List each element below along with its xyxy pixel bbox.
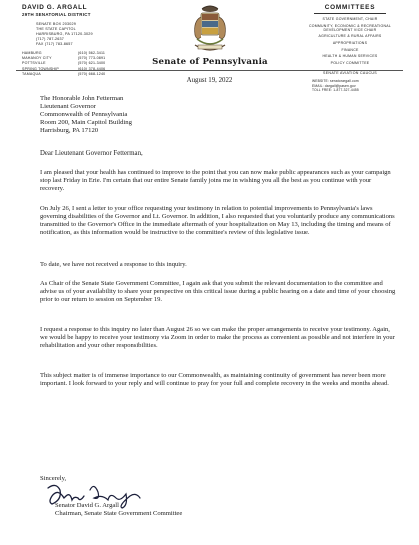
senator-name: DAVID G. ARGALL: [22, 4, 88, 11]
address-line: (717) 787-2637: [36, 37, 65, 41]
office-phone: (570) 621-3400: [78, 61, 106, 66]
office-city: POTTSVILLE: [22, 61, 46, 66]
office-phone: (610) 378-4406: [78, 66, 106, 71]
letterhead-divider: [16, 70, 403, 71]
address-line: FAX (717) 783-8657: [36, 42, 73, 46]
signer-name: Senator David G. Argall: [55, 502, 119, 509]
committee-item: AGRICULTURE & RURAL AFFAIRS: [318, 34, 382, 39]
office-phone: (610) 562-3411: [78, 51, 106, 55]
recipient-line: The Honorable John Fetterman: [40, 95, 124, 102]
closing: Sincerely,: [40, 475, 67, 482]
committees-rule: [314, 13, 386, 14]
pennsylvania-seal-icon: [189, 3, 231, 55]
committee-item: POLICY COMMITTEE: [330, 60, 370, 65]
recipient-line: Commonwealth of Pennsylvania: [40, 111, 128, 119]
address-line: THE STATE CAPITOL: [36, 27, 76, 31]
signer-title: Chairman, Senate State Government Committee: [55, 510, 183, 518]
letter-date: August 19, 2022: [186, 77, 233, 84]
senatorial-district: 29TH SENATORIAL DISTRICT: [22, 12, 91, 17]
district-offices: [22, 51, 134, 77]
recipient-address: [40, 95, 132, 135]
body-paragraph: I request a response to this inquiry no later than August 26 so we can make the proper arrangements to receive your testimony. Again, we would be happy to receive your testimony via Zoom in order to make the process as convenient as possible and not interfere in your rehabilitation and your other responsibilities.: [40, 326, 395, 350]
toll-free-phone: TOLL FREE: 1-877-327-4455: [312, 88, 359, 93]
recipient-line: Lieutenant Governor: [40, 103, 96, 111]
address-line: HARRISBURG, PA 17120-3029: [36, 32, 93, 36]
aviation-caucus: SENATE AVIATION CAUCUS: [323, 71, 377, 76]
office-phone: (570) 773-0891: [78, 56, 106, 61]
body-paragraph: As Chair of the Senate State Government Committee, I again ask that you submit the relevant documentation to the committee and advise us of your availability to share your perspective on this critical issue during a public hearing on a date and time of your choosing prior to our return to session on September 19.: [40, 280, 396, 304]
body-paragraph: This subject matter is of immense importance to our Commonwealth, as maintaining continuity of government has never been more important. I look forward to your reply and will continue to pray for your full and complete recovery in the weeks and months ahead.: [40, 372, 389, 388]
committee-item: STATE GOVERNMENT, CHAIR: [322, 17, 378, 21]
committee-item: FINANCE: [341, 47, 359, 52]
office-phone: (570) 668-1240: [78, 71, 106, 76]
body-paragraph: I am pleased that your health has continued to improve to the point that you can now make public appearances such as your campaign stop last Friday in Erie. I'm certain that our entire Senate family joins me in wishing you all the best as you continue with your recovery.: [40, 169, 391, 193]
body-paragraph: On July 26, I sent a letter to your office requesting your testimony in relation to potential improvements to Pennsylvania's laws governing disabilities of the Governor and Lt. Governor. In addition, I also requested that you voluntarily produce any communications transmitted to the Governor's Office in the immediate aftermath of your hospitalization on May 13, including the timing and means of notification, as this information would be instructive to the committee's review of this legislative issue.: [40, 205, 395, 237]
letterhead-left: [22, 4, 134, 77]
website-link[interactable]: WEBSITE: senatorargall.com: [312, 79, 359, 84]
committee-item: APPROPRIATIONS: [332, 41, 368, 46]
committee-item: HEALTH & HUMAN SERVICES: [322, 54, 378, 59]
recipient-line: Room 200, Main Capitol Building: [40, 119, 132, 127]
office-city: SPRING TOWNSHIP: [22, 66, 60, 71]
body-paragraph: To date, we have not received a response to this inquiry.: [40, 261, 187, 268]
office-city: TAMAQUA: [22, 71, 41, 76]
capitol-address: [22, 22, 134, 47]
committee-item: COMMUNITY, ECONOMIC & RECREATIONAL DEVELOPMENT VICE CHAIR: [308, 23, 392, 32]
signature-block: [55, 502, 182, 518]
salutation: Dear Lieutenant Governor Fetterman,: [40, 150, 143, 157]
senate-title: Senate of Pennsylvania: [152, 57, 268, 67]
address-line: SENATE BOX 203029: [36, 22, 77, 26]
email-link[interactable]: EMAIL: dargall@pasen.gov: [312, 83, 356, 88]
office-city: MAHANOY CITY: [22, 56, 52, 61]
recipient-line: Harrisburg, PA 17120: [40, 127, 99, 135]
committees-heading: COMMITTEES: [324, 4, 376, 11]
office-city: HAMBURG: [22, 51, 42, 55]
